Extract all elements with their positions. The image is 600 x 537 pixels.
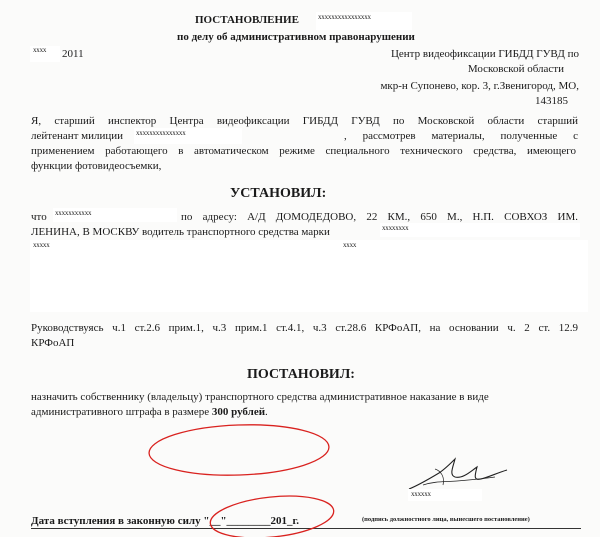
intro-line-4: функции фотовидеосъемки,: [31, 160, 162, 172]
resolved-line-1: назначить собственнику (владельцу) транспортного средства административное наказание в виде: [31, 391, 489, 403]
intro-line-1: Я, старший инспектор Центра видеофиксации ГИБДД ГУВД по Московской области старший: [31, 115, 578, 127]
established-line-1b: по адресу: А/Д ДОМОДЕДОВО, 22 КМ., 650 М., Н.П. СОВХОЗ ИМ.: [181, 211, 578, 223]
vehicle-make-redaction: xxxxxxxx: [382, 224, 409, 232]
vehicle-redaction-right: xxxx: [343, 241, 357, 249]
violation-time-redaction: xxxxxxxxxxx: [55, 209, 92, 217]
issuer-line-3: мкр-н Супонево, кор. 3, г.Звенигород, МО,: [380, 80, 579, 92]
signature-caption: (подпись должностного лица, вынесшего постановление): [362, 516, 530, 523]
vehicle-redaction-left: xxxxx: [33, 241, 50, 249]
inspector-name-redaction: xxxxxxxxxxxxxxx: [136, 129, 186, 137]
intro-line-2a: лейтенант милиции: [31, 130, 124, 142]
fine-amount: 300 рублей: [211, 406, 266, 418]
annotation-ellipse-date: [208, 491, 336, 537]
effective-date-value: "__"________201_г.: [203, 515, 300, 527]
issuer-line-2: Московской области: [467, 63, 564, 75]
intro-line-2b: , рассмотрев материалы, полученные с: [344, 130, 578, 142]
issuer-line-1: Центр видеофиксации ГИБДД ГУВД по: [390, 48, 579, 60]
document-title: ПОСТАНОВЛЕНИЕ: [195, 14, 299, 26]
issuer-line-4: 143185: [535, 95, 568, 107]
intro-line-3: применением работающего в автоматическом режиме специального технического средства, имеющего: [31, 145, 576, 157]
date-redaction: xxxx: [33, 46, 47, 54]
effective-date-label: Дата вступления в законную силу: [31, 515, 201, 527]
signature-name-redaction: xxxxxx: [411, 490, 431, 498]
guided-line-2: КРФоАП: [31, 337, 75, 349]
resolved-line-2-text: административного штрафа в размере: [31, 406, 210, 418]
resolved-line-2-end: .: [265, 406, 268, 418]
title-redaction: xxxxxxxxxxxxxxxx: [318, 13, 371, 21]
document-subtitle: по делу об административном правонарушении: [177, 31, 415, 43]
established-line-2: ЛЕНИНА, В МОСКВУ водитель транспортного средства марки: [31, 226, 330, 238]
date-year: 2011: [62, 48, 84, 60]
guided-line-1: Руководствуясь ч.1 ст.2.6 прим.1, ч.3 прим.1 ст.4.1, ч.3 ст.28.6 КРФоАП, на основании ч. 2 ст. 12.9: [31, 322, 578, 334]
established-heading: УСТАНОВИЛ:: [230, 186, 327, 201]
resolved-heading: ПОСТАНОВИЛ:: [247, 367, 355, 382]
established-line-1a: что: [31, 211, 47, 223]
annotation-ellipse-signature: [148, 422, 330, 478]
